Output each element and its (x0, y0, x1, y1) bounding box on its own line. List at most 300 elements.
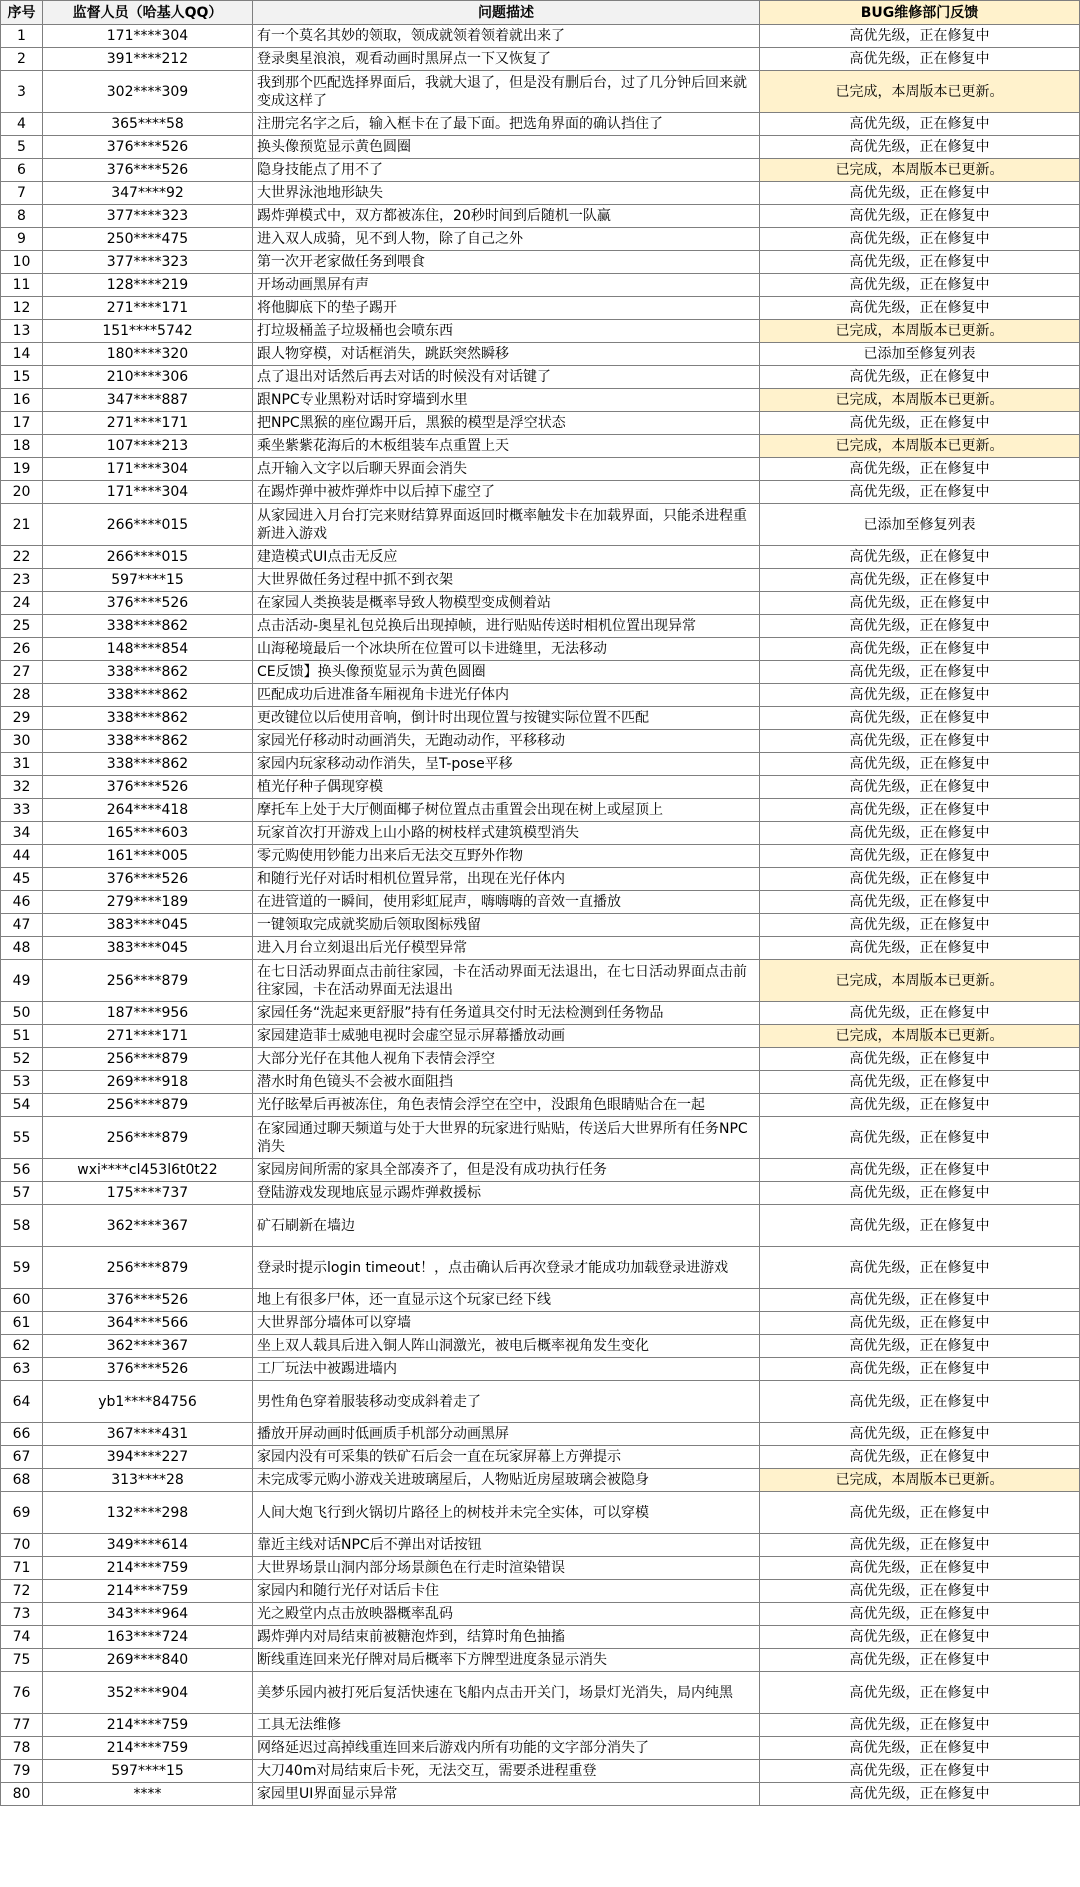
cell-issue-description: 家园内和随行光仔对话后卡住 (253, 1580, 760, 1603)
cell-no: 72 (1, 1580, 43, 1603)
table-row (1, 458, 1080, 481)
table-row (1, 776, 1080, 799)
cell-issue-description: 乘坐紫紫花海后的木板组装车点重置上天 (253, 435, 760, 458)
cell-supervisor-qq: 279****189 (43, 891, 253, 914)
table-row (1, 1446, 1080, 1469)
cell-repair-feedback: 高优先级，正在修复中 (760, 1783, 1080, 1806)
cell-repair-feedback: 高优先级，正在修复中 (760, 1335, 1080, 1358)
header-supervisor-qq: 监督人员（哈基人QQ） (43, 1, 253, 25)
cell-no: 31 (1, 753, 43, 776)
cell-issue-description: 人间大炮飞行到火锅切片路径上的树枝并未完全实体，可以穿模 (253, 1492, 760, 1534)
cell-issue-description: 家园房间所需的家具全部凑齐了，但是没有成功执行任务 (253, 1159, 760, 1182)
cell-supervisor-qq: 256****879 (43, 960, 253, 1002)
cell-repair-feedback: 高优先级，正在修复中 (760, 661, 1080, 684)
cell-no: 52 (1, 1048, 43, 1071)
cell-repair-feedback: 高优先级，正在修复中 (760, 937, 1080, 960)
table-row (1, 592, 1080, 615)
cell-repair-feedback: 高优先级，正在修复中 (760, 297, 1080, 320)
cell-no: 27 (1, 661, 43, 684)
cell-supervisor-qq: 376****526 (43, 159, 253, 182)
cell-repair-feedback: 已完成，本周版本已更新。 (760, 1025, 1080, 1048)
cell-no: 56 (1, 1159, 43, 1182)
cell-no: 6 (1, 159, 43, 182)
cell-repair-feedback: 高优先级，正在修复中 (760, 868, 1080, 891)
cell-no: 23 (1, 569, 43, 592)
table-row (1, 1002, 1080, 1025)
table-row (1, 1534, 1080, 1557)
table-row (1, 343, 1080, 366)
table-row (1, 297, 1080, 320)
table-row (1, 1492, 1080, 1534)
cell-supervisor-qq: 214****759 (43, 1737, 253, 1760)
table-row (1, 1626, 1080, 1649)
cell-supervisor-qq: 171****304 (43, 458, 253, 481)
table-row (1, 274, 1080, 297)
cell-supervisor-qq: 256****879 (43, 1048, 253, 1071)
cell-issue-description: 开场动画黑屏有声 (253, 274, 760, 297)
cell-issue-description: 注册完名字之后，输入框卡在了最下面。把选角界面的确认挡住了 (253, 113, 760, 136)
cell-repair-feedback: 高优先级，正在修复中 (760, 1423, 1080, 1446)
cell-supervisor-qq: 376****526 (43, 136, 253, 159)
cell-supervisor-qq: 338****862 (43, 753, 253, 776)
cell-no: 28 (1, 684, 43, 707)
cell-repair-feedback: 高优先级，正在修复中 (760, 1649, 1080, 1672)
cell-no: 62 (1, 1335, 43, 1358)
table-row (1, 638, 1080, 661)
cell-no: 67 (1, 1446, 43, 1469)
cell-supervisor-qq: 256****879 (43, 1247, 253, 1289)
cell-supervisor-qq: 107****213 (43, 435, 253, 458)
table-row (1, 481, 1080, 504)
cell-repair-feedback: 高优先级，正在修复中 (760, 1626, 1080, 1649)
cell-issue-description: 光仔眩晕后再被冻住，角色表情会浮空在空中，没跟角色眼睛贴合在一起 (253, 1094, 760, 1117)
cell-no: 16 (1, 389, 43, 412)
cell-issue-description: 在进管道的一瞬间，使用彩虹屁声，嗨嗨嗨的音效一直播放 (253, 891, 760, 914)
cell-repair-feedback: 高优先级，正在修复中 (760, 1760, 1080, 1783)
cell-no: 5 (1, 136, 43, 159)
table-row (1, 1048, 1080, 1071)
table-row (1, 1358, 1080, 1381)
cell-supervisor-qq: 250****475 (43, 228, 253, 251)
cell-supervisor-qq: 256****879 (43, 1117, 253, 1159)
cell-supervisor-qq: 302****309 (43, 71, 253, 113)
cell-supervisor-qq: 362****367 (43, 1335, 253, 1358)
cell-supervisor-qq: 365****58 (43, 113, 253, 136)
cell-repair-feedback: 高优先级，正在修复中 (760, 1492, 1080, 1534)
cell-no: 34 (1, 822, 43, 845)
cell-repair-feedback: 高优先级，正在修复中 (760, 684, 1080, 707)
cell-no: 80 (1, 1783, 43, 1806)
table-row (1, 504, 1080, 546)
cell-issue-description: 矿石刷新在墙边 (253, 1205, 760, 1247)
table-row (1, 960, 1080, 1002)
cell-supervisor-qq: 364****566 (43, 1312, 253, 1335)
cell-supervisor-qq: 151****5742 (43, 320, 253, 343)
cell-repair-feedback: 高优先级，正在修复中 (760, 251, 1080, 274)
cell-supervisor-qq: 313****28 (43, 1469, 253, 1492)
cell-supervisor-qq: 161****005 (43, 845, 253, 868)
cell-no: 22 (1, 546, 43, 569)
cell-no: 74 (1, 1626, 43, 1649)
cell-no: 30 (1, 730, 43, 753)
table-row (1, 182, 1080, 205)
cell-supervisor-qq: 187****956 (43, 1002, 253, 1025)
table-row (1, 48, 1080, 71)
cell-supervisor-qq: 347****92 (43, 182, 253, 205)
table-row (1, 1247, 1080, 1289)
cell-no: 13 (1, 320, 43, 343)
cell-issue-description: 把NPC黑猴的座位踢开后，黑猴的模型是浮空状态 (253, 412, 760, 435)
cell-repair-feedback: 高优先级，正在修复中 (760, 569, 1080, 592)
cell-repair-feedback: 已完成，本周版本已更新。 (760, 435, 1080, 458)
table-row (1, 1469, 1080, 1492)
cell-no: 58 (1, 1205, 43, 1247)
cell-repair-feedback: 高优先级，正在修复中 (760, 113, 1080, 136)
cell-issue-description: 进入双人成骑，见不到人物，除了自己之外 (253, 228, 760, 251)
cell-issue-description: 我到那个匹配选择界面后，我就大退了，但是没有删后台，过了几分钟后回来就变成这样了 (253, 71, 760, 113)
cell-repair-feedback: 高优先级，正在修复中 (760, 845, 1080, 868)
cell-supervisor-qq: 597****15 (43, 569, 253, 592)
cell-no: 4 (1, 113, 43, 136)
cell-issue-description: 隐身技能点了用不了 (253, 159, 760, 182)
cell-issue-description: 大部分光仔在其他人视角下表情会浮空 (253, 1048, 760, 1071)
table-row (1, 1737, 1080, 1760)
cell-supervisor-qq: 383****045 (43, 914, 253, 937)
cell-no: 19 (1, 458, 43, 481)
cell-issue-description: 美梦乐园内被打死后复活快速在飞船内点击开关门，场景灯光消失，局内纯黑 (253, 1672, 760, 1714)
cell-repair-feedback: 已完成，本周版本已更新。 (760, 960, 1080, 1002)
cell-repair-feedback: 高优先级，正在修复中 (760, 1737, 1080, 1760)
cell-repair-feedback: 高优先级，正在修复中 (760, 205, 1080, 228)
cell-repair-feedback: 已完成，本周版本已更新。 (760, 71, 1080, 113)
table-row (1, 891, 1080, 914)
table-row (1, 707, 1080, 730)
cell-no: 26 (1, 638, 43, 661)
cell-issue-description: 玩家首次打开游戏上山小路的树枝样式建筑模型消失 (253, 822, 760, 845)
table-row (1, 113, 1080, 136)
cell-supervisor-qq: 338****862 (43, 730, 253, 753)
table-row (1, 412, 1080, 435)
cell-issue-description: 有一个莫名其妙的领取，领成就领着领着就出来了 (253, 25, 760, 48)
cell-no: 3 (1, 71, 43, 113)
table-row (1, 1603, 1080, 1626)
cell-issue-description: 一键领取完成就奖励后领取图标残留 (253, 914, 760, 937)
cell-repair-feedback: 已完成，本周版本已更新。 (760, 1469, 1080, 1492)
cell-repair-feedback: 高优先级，正在修复中 (760, 822, 1080, 845)
cell-no: 73 (1, 1603, 43, 1626)
cell-no: 8 (1, 205, 43, 228)
cell-supervisor-qq: 347****887 (43, 389, 253, 412)
cell-repair-feedback: 高优先级，正在修复中 (760, 481, 1080, 504)
cell-issue-description: 大世界场景山洞内部分场景颜色在行走时渲染错误 (253, 1557, 760, 1580)
table-row (1, 1381, 1080, 1423)
table-row (1, 822, 1080, 845)
table-row (1, 730, 1080, 753)
table-row (1, 1182, 1080, 1205)
cell-no: 49 (1, 960, 43, 1002)
cell-no: 68 (1, 1469, 43, 1492)
table-row (1, 1580, 1080, 1603)
cell-repair-feedback: 高优先级，正在修复中 (760, 1182, 1080, 1205)
cell-repair-feedback: 已完成，本周版本已更新。 (760, 159, 1080, 182)
cell-repair-feedback: 已完成，本周版本已更新。 (760, 320, 1080, 343)
cell-no: 11 (1, 274, 43, 297)
cell-supervisor-qq: 394****227 (43, 1446, 253, 1469)
cell-supervisor-qq: 271****171 (43, 1025, 253, 1048)
cell-issue-description: 未完成零元购小游戏关进玻璃屋后，人物贴近房屋玻璃会被隐身 (253, 1469, 760, 1492)
cell-supervisor-qq: 349****614 (43, 1534, 253, 1557)
table-row (1, 1159, 1080, 1182)
cell-supervisor-qq: 264****418 (43, 799, 253, 822)
table-row (1, 1672, 1080, 1714)
cell-repair-feedback: 高优先级，正在修复中 (760, 799, 1080, 822)
cell-supervisor-qq: **** (43, 1783, 253, 1806)
cell-issue-description: 在七日活动界面点击前往家园，卡在活动界面无法退出，在七日活动界面点击前往家园，卡在活动界面无法退出 (253, 960, 760, 1002)
cell-repair-feedback: 已完成，本周版本已更新。 (760, 389, 1080, 412)
cell-no: 75 (1, 1649, 43, 1672)
cell-repair-feedback: 高优先级，正在修复中 (760, 182, 1080, 205)
cell-no: 57 (1, 1182, 43, 1205)
table-row (1, 251, 1080, 274)
table-row (1, 1760, 1080, 1783)
cell-issue-description: 家园内玩家移动动作消失，呈T-pose平移 (253, 753, 760, 776)
cell-repair-feedback: 高优先级，正在修复中 (760, 615, 1080, 638)
cell-supervisor-qq: 214****759 (43, 1714, 253, 1737)
cell-issue-description: 工厂玩法中被踢进墙内 (253, 1358, 760, 1381)
cell-supervisor-qq: 383****045 (43, 937, 253, 960)
cell-supervisor-qq: 175****737 (43, 1182, 253, 1205)
cell-no: 54 (1, 1094, 43, 1117)
cell-repair-feedback: 已添加至修复列表 (760, 343, 1080, 366)
cell-supervisor-qq: 210****306 (43, 366, 253, 389)
table-row (1, 661, 1080, 684)
cell-issue-description: 家园建造菲士威驰电视时会虚空显示屏幕播放动画 (253, 1025, 760, 1048)
table-row (1, 1205, 1080, 1247)
cell-no: 51 (1, 1025, 43, 1048)
cell-issue-description: 在家园通过聊天频道与处于大世界的玩家进行贴贴，传送后大世界所有任务NPC消失 (253, 1117, 760, 1159)
table-row (1, 937, 1080, 960)
table-row (1, 845, 1080, 868)
cell-issue-description: 植光仔种子偶现穿模 (253, 776, 760, 799)
cell-repair-feedback: 高优先级，正在修复中 (760, 1247, 1080, 1289)
cell-issue-description: 摩托车上处于大厅侧面椰子树位置点击重置会出现在树上或屋顶上 (253, 799, 760, 822)
table-row (1, 435, 1080, 458)
cell-issue-description: 大世界泳池地形缺失 (253, 182, 760, 205)
cell-supervisor-qq: 171****304 (43, 25, 253, 48)
cell-repair-feedback: 高优先级，正在修复中 (760, 1071, 1080, 1094)
cell-supervisor-qq: 377****323 (43, 205, 253, 228)
cell-repair-feedback: 高优先级，正在修复中 (760, 1358, 1080, 1381)
cell-no: 12 (1, 297, 43, 320)
table-row (1, 799, 1080, 822)
cell-no: 48 (1, 937, 43, 960)
cell-no: 77 (1, 1714, 43, 1737)
cell-no: 44 (1, 845, 43, 868)
cell-no: 20 (1, 481, 43, 504)
table-row (1, 205, 1080, 228)
cell-no: 21 (1, 504, 43, 546)
cell-repair-feedback: 高优先级，正在修复中 (760, 366, 1080, 389)
cell-repair-feedback: 高优先级，正在修复中 (760, 25, 1080, 48)
cell-issue-description: 登陆游戏发现地底显示踢炸弹救援标 (253, 1182, 760, 1205)
table-row (1, 1071, 1080, 1094)
cell-issue-description: 匹配成功后进准备车厢视角卡进光仔体内 (253, 684, 760, 707)
cell-no: 55 (1, 1117, 43, 1159)
cell-supervisor-qq: 597****15 (43, 1760, 253, 1783)
cell-supervisor-qq: 376****526 (43, 868, 253, 891)
table-row (1, 320, 1080, 343)
cell-supervisor-qq: 352****904 (43, 1672, 253, 1714)
cell-supervisor-qq: 376****526 (43, 1289, 253, 1312)
cell-repair-feedback: 高优先级，正在修复中 (760, 1672, 1080, 1714)
cell-repair-feedback: 高优先级，正在修复中 (760, 1159, 1080, 1182)
cell-repair-feedback: 高优先级，正在修复中 (760, 1446, 1080, 1469)
table-row (1, 366, 1080, 389)
cell-issue-description: 坐上双人载具后进入铜人阵山洞激光，被电后概率视角发生变化 (253, 1335, 760, 1358)
cell-issue-description: 断线重连回来光仔牌对局后概率下方牌型进度条显示消失 (253, 1649, 760, 1672)
cell-supervisor-qq: 180****320 (43, 343, 253, 366)
cell-repair-feedback: 高优先级，正在修复中 (760, 1580, 1080, 1603)
cell-supervisor-qq: 338****862 (43, 684, 253, 707)
cell-issue-description: 家园任务“洗起来更舒服”持有任务道具交付时无法检测到任务物品 (253, 1002, 760, 1025)
cell-no: 79 (1, 1760, 43, 1783)
cell-no: 18 (1, 435, 43, 458)
cell-repair-feedback: 高优先级，正在修复中 (760, 274, 1080, 297)
cell-issue-description: 零元购使用钞能力出来后无法交互野外作物 (253, 845, 760, 868)
cell-supervisor-qq: 132****298 (43, 1492, 253, 1534)
cell-supervisor-qq: 271****171 (43, 297, 253, 320)
cell-no: 14 (1, 343, 43, 366)
cell-no: 76 (1, 1672, 43, 1714)
cell-repair-feedback: 高优先级，正在修复中 (760, 1534, 1080, 1557)
cell-no: 15 (1, 366, 43, 389)
cell-supervisor-qq: 271****171 (43, 412, 253, 435)
cell-no: 53 (1, 1071, 43, 1094)
cell-supervisor-qq: 343****964 (43, 1603, 253, 1626)
cell-issue-description: 跟NPC专业黑粉对话时穿墙到水里 (253, 389, 760, 412)
cell-supervisor-qq: wxi****cl453l6t0t22 (43, 1159, 253, 1182)
cell-supervisor-qq: 171****304 (43, 481, 253, 504)
cell-repair-feedback: 高优先级，正在修复中 (760, 1117, 1080, 1159)
cell-supervisor-qq: 376****526 (43, 776, 253, 799)
cell-issue-description: 点了退出对话然后再去对话的时候没有对话键了 (253, 366, 760, 389)
header-issue-description: 问题描述 (253, 1, 760, 25)
cell-repair-feedback: 高优先级，正在修复中 (760, 707, 1080, 730)
cell-issue-description: 靠近主线对话NPC后不弹出对话按钮 (253, 1534, 760, 1557)
table-row (1, 546, 1080, 569)
table-row (1, 1423, 1080, 1446)
table-row (1, 159, 1080, 182)
cell-repair-feedback: 高优先级，正在修复中 (760, 1714, 1080, 1737)
cell-issue-description: 在踢炸弹中被炸弹炸中以后掉下虚空了 (253, 481, 760, 504)
cell-no: 17 (1, 412, 43, 435)
cell-supervisor-qq: 128****219 (43, 274, 253, 297)
table-row (1, 868, 1080, 891)
cell-issue-description: 光之殿堂内点击放映器概率乱码 (253, 1603, 760, 1626)
cell-no: 9 (1, 228, 43, 251)
cell-issue-description: 家园光仔移动时动画消失，无跑动动作，平移移动 (253, 730, 760, 753)
cell-supervisor-qq: yb1****84756 (43, 1381, 253, 1423)
table-row (1, 1312, 1080, 1335)
cell-issue-description: 家园里UI界面显示异常 (253, 1783, 760, 1806)
cell-supervisor-qq: 338****862 (43, 707, 253, 730)
cell-issue-description: 男性角色穿着服装移动变成斜着走了 (253, 1381, 760, 1423)
cell-no: 71 (1, 1557, 43, 1580)
cell-repair-feedback: 高优先级，正在修复中 (760, 592, 1080, 615)
cell-no: 10 (1, 251, 43, 274)
cell-supervisor-qq: 266****015 (43, 546, 253, 569)
cell-no: 2 (1, 48, 43, 71)
table-row (1, 1335, 1080, 1358)
cell-supervisor-qq: 165****603 (43, 822, 253, 845)
cell-repair-feedback: 高优先级，正在修复中 (760, 891, 1080, 914)
table-row (1, 25, 1080, 48)
cell-issue-description: 登录奥星浪浪，观看动画时黑屏点一下又恢复了 (253, 48, 760, 71)
cell-supervisor-qq: 376****526 (43, 592, 253, 615)
cell-repair-feedback: 高优先级，正在修复中 (760, 776, 1080, 799)
table-row (1, 914, 1080, 937)
cell-issue-description: 第一次开老家做任务到喂食 (253, 251, 760, 274)
cell-issue-description: 点开输入文字以后聊天界面会消失 (253, 458, 760, 481)
cell-repair-feedback: 高优先级，正在修复中 (760, 638, 1080, 661)
cell-no: 1 (1, 25, 43, 48)
cell-no: 59 (1, 1247, 43, 1289)
cell-issue-description: 工具无法维修 (253, 1714, 760, 1737)
cell-repair-feedback: 高优先级，正在修复中 (760, 412, 1080, 435)
cell-no: 69 (1, 1492, 43, 1534)
cell-repair-feedback: 高优先级，正在修复中 (760, 730, 1080, 753)
cell-issue-description: 打垃圾桶盖子垃圾桶也会喷东西 (253, 320, 760, 343)
cell-repair-feedback: 高优先级，正在修复中 (760, 1048, 1080, 1071)
cell-issue-description: 网络延迟过高掉线重连回来后游戏内所有功能的文字部分消失了 (253, 1737, 760, 1760)
table-row (1, 136, 1080, 159)
cell-issue-description: 将他脚底下的垫子踢开 (253, 297, 760, 320)
cell-repair-feedback: 高优先级，正在修复中 (760, 228, 1080, 251)
cell-supervisor-qq: 214****759 (43, 1580, 253, 1603)
cell-issue-description: 更改键位以后使用音响，倒计时出现位置与按键实际位置不匹配 (253, 707, 760, 730)
table-row (1, 615, 1080, 638)
table-row (1, 71, 1080, 113)
cell-issue-description: 潜水时角色镜头不会被水面阻挡 (253, 1071, 760, 1094)
table-row (1, 1094, 1080, 1117)
table-row (1, 1117, 1080, 1159)
cell-no: 61 (1, 1312, 43, 1335)
cell-issue-description: 山海秘境最后一个冰块所在位置可以卡进缝里，无法移动 (253, 638, 760, 661)
cell-supervisor-qq: 214****759 (43, 1557, 253, 1580)
cell-supervisor-qq: 377****323 (43, 251, 253, 274)
cell-no: 78 (1, 1737, 43, 1760)
header-repair-feedback: BUG维修部门反馈 (760, 1, 1080, 25)
cell-repair-feedback: 高优先级，正在修复中 (760, 1312, 1080, 1335)
table-row (1, 684, 1080, 707)
cell-no: 46 (1, 891, 43, 914)
cell-supervisor-qq: 376****526 (43, 1358, 253, 1381)
cell-no: 32 (1, 776, 43, 799)
cell-issue-description: 和随行光仔对话时相机位置异常，出现在光仔体内 (253, 868, 760, 891)
cell-issue-description: 建造模式UI点击无反应 (253, 546, 760, 569)
cell-repair-feedback: 高优先级，正在修复中 (760, 136, 1080, 159)
cell-no: 60 (1, 1289, 43, 1312)
cell-no: 45 (1, 868, 43, 891)
table-row (1, 753, 1080, 776)
cell-no: 33 (1, 799, 43, 822)
cell-supervisor-qq: 269****918 (43, 1071, 253, 1094)
table-row (1, 228, 1080, 251)
cell-issue-description: 进入月台立刻退出后光仔模型异常 (253, 937, 760, 960)
cell-supervisor-qq: 362****367 (43, 1205, 253, 1247)
table-row (1, 1714, 1080, 1737)
cell-no: 70 (1, 1534, 43, 1557)
